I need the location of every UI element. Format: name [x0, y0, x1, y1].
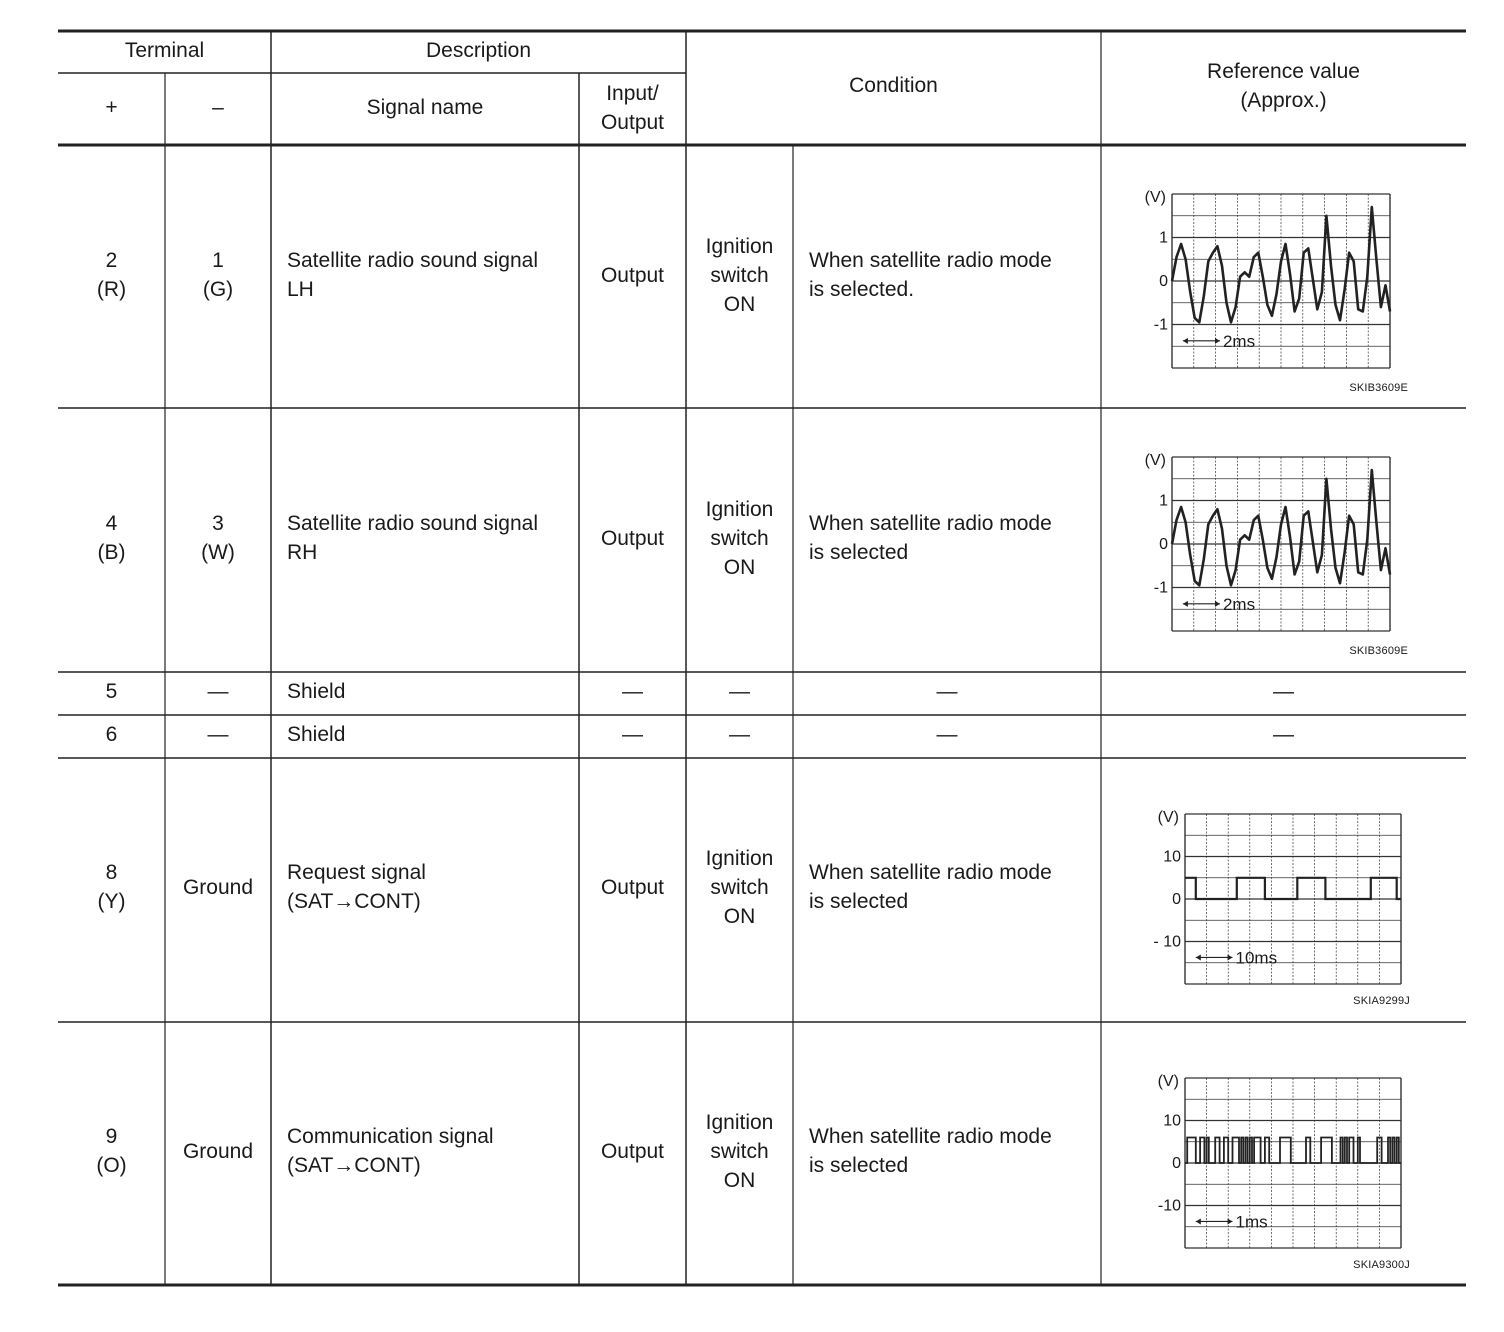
y-tick-label: -1 [1153, 579, 1168, 597]
y-tick-label: - 10 [1153, 933, 1181, 951]
row-5-condition: When satellite radio mode is selected [809, 861, 1052, 913]
row-6-signal: Communication signal (SAT→CONT) [287, 1125, 494, 1177]
row-3-condition: — [936, 680, 958, 703]
row-5-waveform [1140, 798, 1410, 990]
row-5-signal: Request signal (SAT→CONT) [287, 861, 426, 913]
row-4-plus: 6 [105, 723, 118, 746]
row-6-waveform [1140, 1062, 1410, 1254]
header-condition: Condition [849, 74, 938, 97]
row-6-io: Output [600, 1140, 665, 1163]
row-2-switch: Ignition switch ON [705, 498, 774, 579]
y-tick-label: 0 [1172, 1155, 1181, 1172]
row-4-io: — [622, 723, 643, 746]
row-3-io: — [622, 680, 643, 703]
row-3-switch: — [729, 680, 750, 703]
row-3-plus: 5 [105, 680, 118, 703]
row-2-figure-code: SKIB3609E [1349, 645, 1408, 657]
row-2-signal: Satellite radio sound signal RH [287, 512, 538, 564]
row-1-waveform [1130, 184, 1400, 376]
time-marker-arrow [1183, 601, 1188, 607]
time-marker-arrow [1215, 338, 1220, 344]
time-marker-arrow [1196, 954, 1201, 960]
y-unit-label: (V) [1157, 809, 1179, 826]
row-3-reference: — [1273, 680, 1294, 703]
time-marker-arrow [1228, 954, 1233, 960]
row-1-condition: When satellite radio mode is selected. [809, 249, 1052, 301]
y-tick-label: 1 [1159, 492, 1168, 510]
row-4-minus: — [207, 723, 229, 746]
y-tick-label: 10 [1163, 848, 1181, 866]
header-minus: – [212, 96, 224, 119]
row-5-io: Output [600, 876, 665, 899]
time-label: 1ms [1235, 1212, 1268, 1232]
row-2-waveform [1130, 447, 1400, 639]
row-1-switch: Ignition switch ON [705, 235, 774, 316]
time-label: 2ms [1222, 594, 1256, 614]
waveform-trace [1172, 470, 1390, 585]
header-input-output: Input/ Output [600, 82, 665, 134]
header-reference-value: Reference value (Approx.) [1207, 60, 1360, 112]
row-4-reference: — [1273, 723, 1294, 746]
header-signal-name: Signal name [366, 96, 484, 119]
waveform-trace [1172, 207, 1390, 322]
row-1-minus: 1 (G) [202, 249, 234, 301]
row-6-switch: Ignition switch ON [705, 1111, 774, 1192]
y-unit-label: (V) [1144, 452, 1166, 469]
time-marker-arrow [1228, 1218, 1233, 1224]
header-terminal: Terminal [124, 39, 205, 62]
header-description: Description [425, 39, 532, 62]
y-unit-label: (V) [1144, 189, 1166, 206]
y-tick-label: 0 [1159, 536, 1168, 553]
y-unit-label: (V) [1157, 1073, 1179, 1090]
row-1-figure-code: SKIB3609E [1349, 382, 1408, 394]
time-marker-arrow [1196, 1218, 1201, 1224]
row-4-signal: Shield [287, 723, 346, 746]
row-6-plus: 9 (O) [96, 1125, 127, 1177]
time-marker-arrow [1183, 338, 1188, 344]
y-tick-label: 10 [1163, 1112, 1181, 1130]
row-1-signal: Satellite radio sound signal LH [287, 249, 538, 301]
row-1-io: Output [600, 264, 665, 287]
row-5-switch: Ignition switch ON [705, 847, 774, 928]
row-1-plus: 2 (R) [96, 249, 127, 301]
row-5-plus: 8 (Y) [97, 861, 126, 913]
row-2-minus: 3 (W) [201, 512, 235, 564]
row-3-signal: Shield [287, 680, 346, 703]
row-3-minus: — [207, 680, 229, 703]
y-tick-label: -1 [1153, 316, 1168, 334]
row-6-minus: Ground [182, 1140, 254, 1163]
row-2-io: Output [600, 527, 665, 550]
row-6-condition: When satellite radio mode is selected [809, 1125, 1052, 1177]
row-6-figure-code: SKIA9300J [1353, 1259, 1410, 1271]
y-tick-label: 1 [1159, 229, 1168, 247]
row-4-switch: — [729, 723, 750, 746]
y-tick-label: 0 [1159, 273, 1168, 290]
row-2-condition: When satellite radio mode is selected [809, 512, 1052, 564]
time-marker-arrow [1215, 601, 1220, 607]
y-tick-label: -10 [1157, 1197, 1181, 1215]
header-plus: + [105, 96, 118, 119]
time-label: 10ms [1235, 948, 1278, 968]
row-4-condition: — [936, 723, 958, 746]
row-5-figure-code: SKIA9299J [1353, 995, 1410, 1007]
time-label: 2ms [1222, 331, 1256, 351]
row-2-plus: 4 (B) [97, 512, 126, 564]
y-tick-label: 0 [1172, 891, 1181, 908]
row-5-minus: Ground [182, 876, 254, 899]
